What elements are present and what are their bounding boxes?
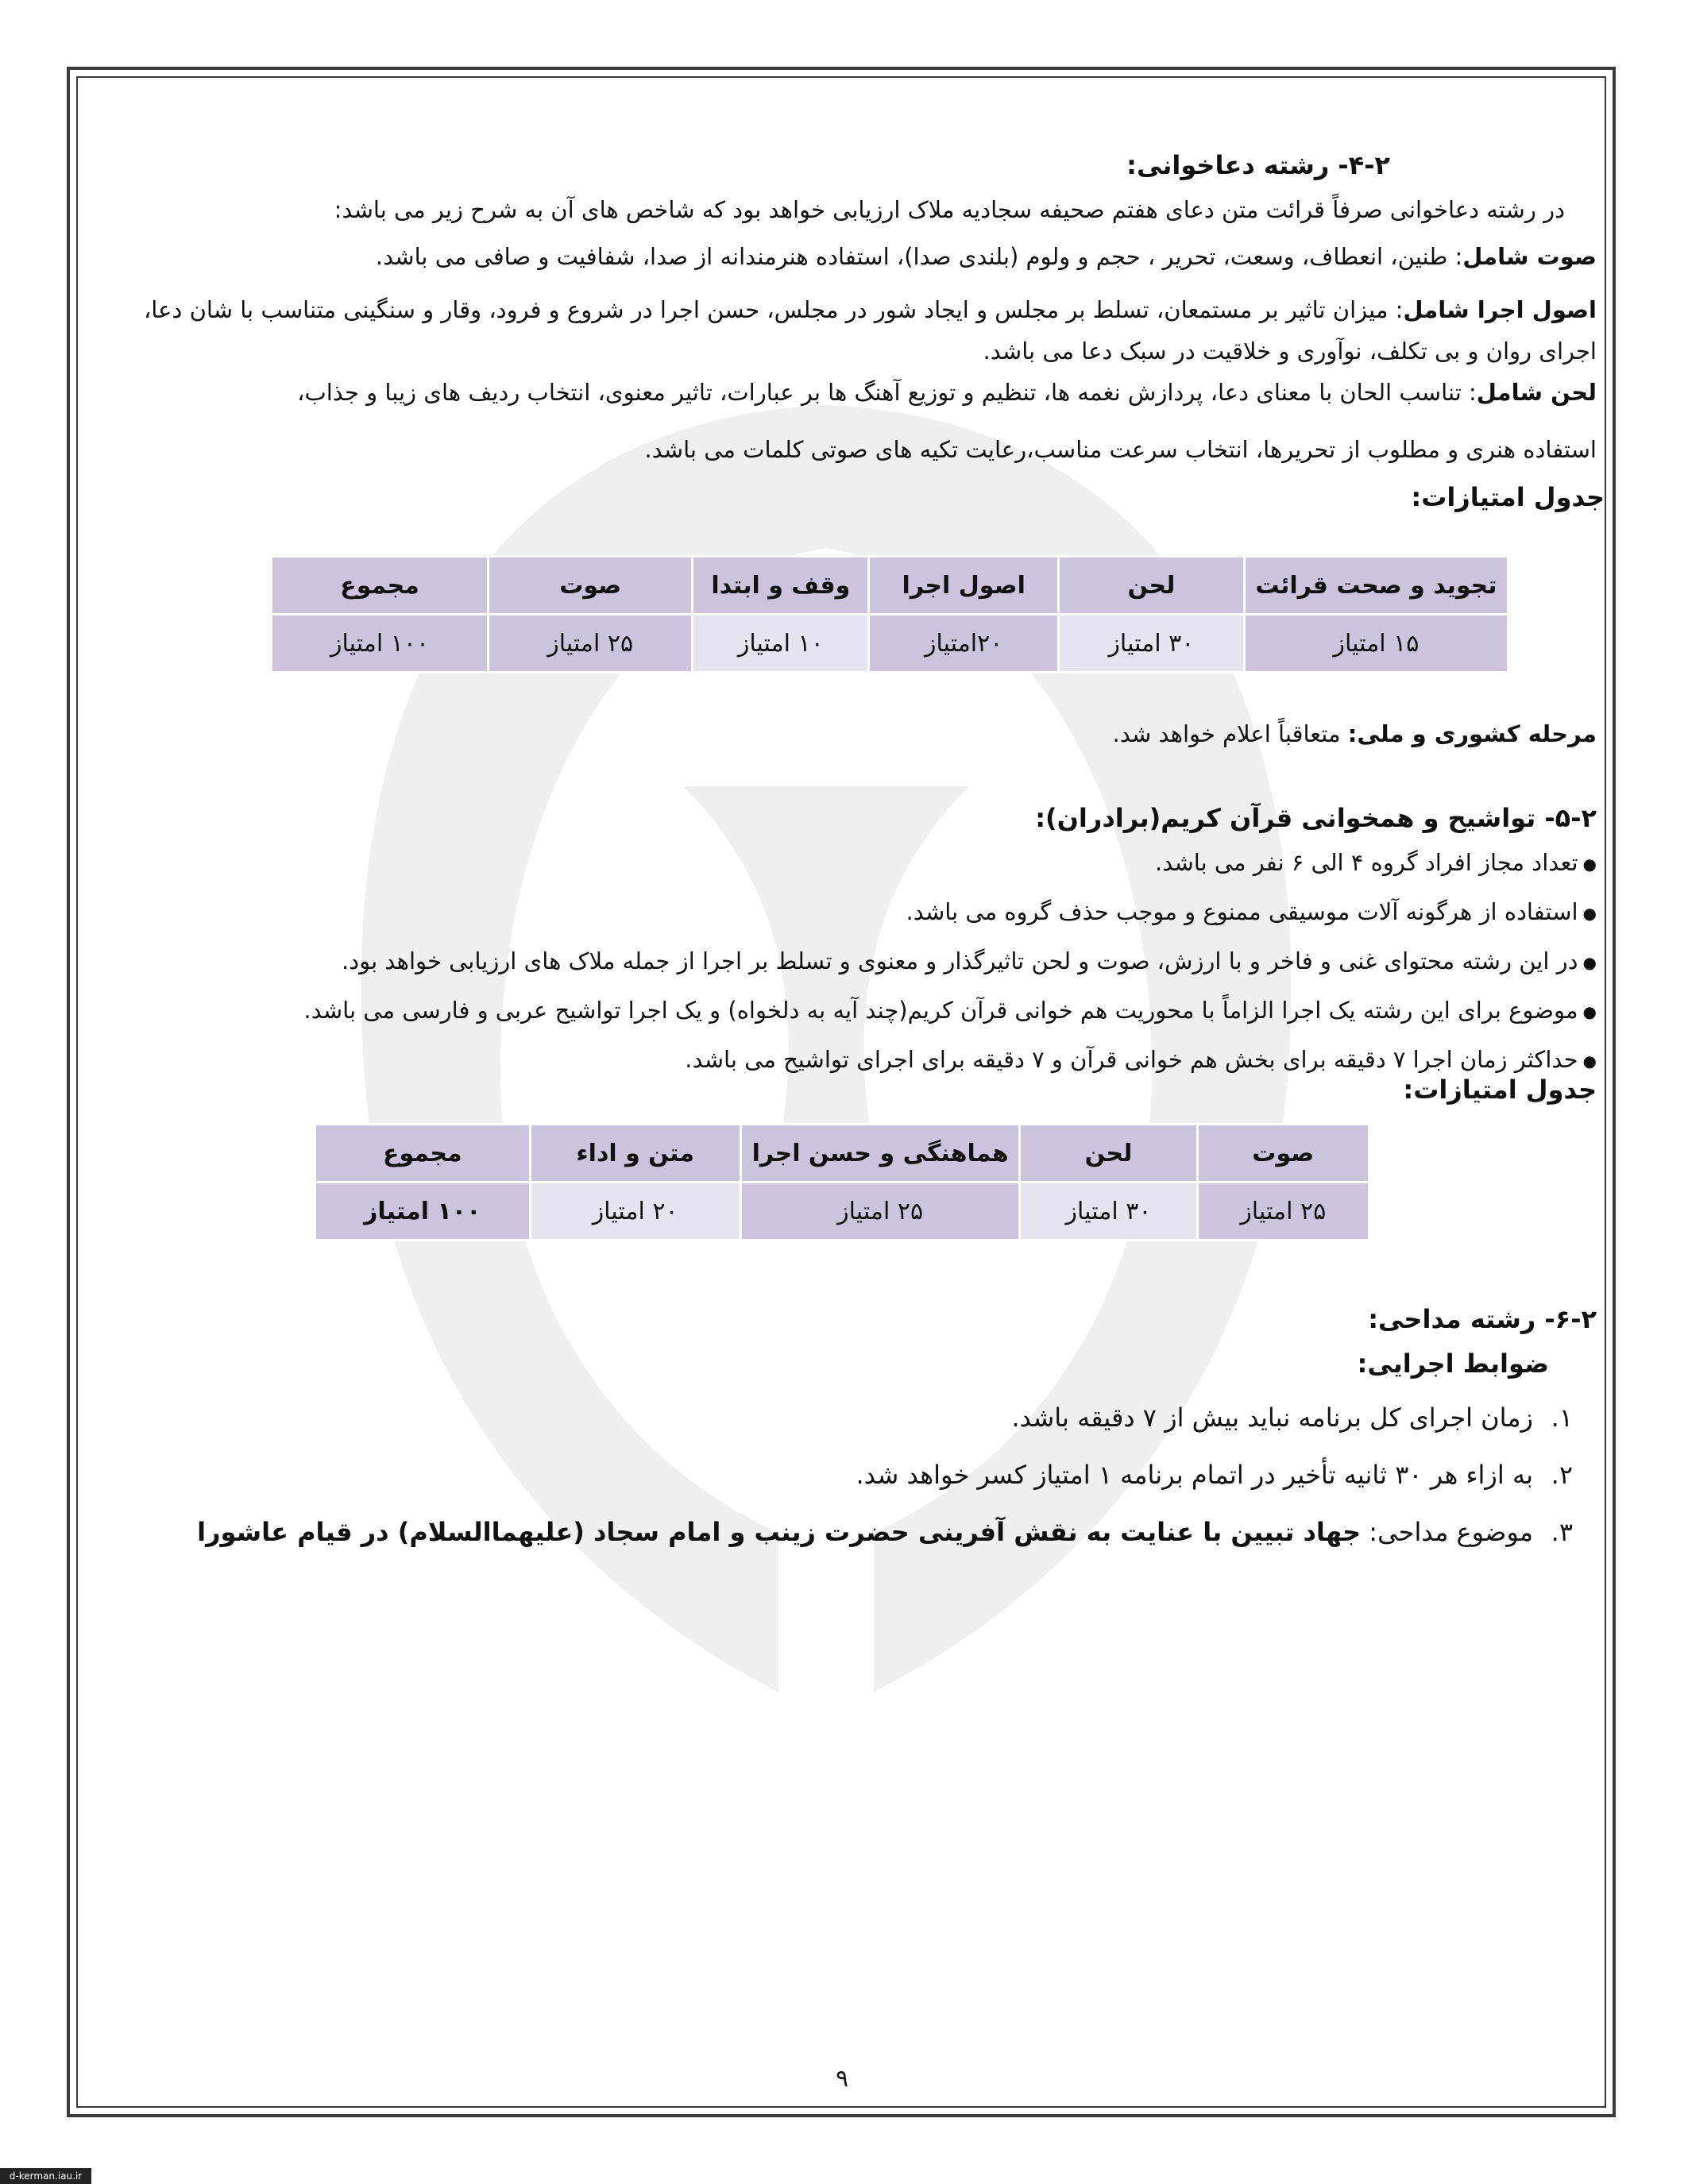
- table-2-title: جدول امتیازات:: [1403, 1075, 1597, 1105]
- table-header-cell: لحن: [1058, 557, 1244, 615]
- table-header-cell: مجموع: [315, 1125, 531, 1183]
- performance-label: اصول اجرا شامل: [1403, 296, 1597, 323]
- melody-label: لحن شامل: [1476, 379, 1597, 406]
- table-header-cell: اصول اجرا: [869, 557, 1059, 615]
- list-item: ● حداکثر زمان اجرا ۷ دقیقه برای بخش هم خوانی قرآن و ۷ دقیقه برای اجرای تواشیح می باشد.: [135, 1045, 1597, 1075]
- list-item: [135, 1516, 1573, 1548]
- section-6-subheading: ضوابط اجرایی:: [1357, 1349, 1549, 1379]
- table-header-cell: وقف و ابتدا: [693, 557, 869, 615]
- score-table-value-row: [272, 615, 1508, 673]
- item-number: ۳.: [1551, 1517, 1573, 1547]
- table-value-cell: ۳۰ امتیاز: [1058, 615, 1244, 673]
- national-label: مرحله کشوری و ملی:: [1347, 720, 1597, 747]
- section-5-rules: [135, 848, 1597, 1075]
- score-table-header-row: [315, 1125, 1369, 1183]
- table-value-cell: ۱۰۰ امتیاز: [315, 1183, 531, 1241]
- table-header-cell: متن و اداء: [530, 1125, 740, 1183]
- list-item: ● استفاده از هرگونه آلات موسیقی ممنوع و موجب حذف گروه می باشد.: [135, 897, 1597, 928]
- item-bold-text: جهاد تبیین با عنایت به نقش آفرینی حضرت زینب و امام سجاد (علیهماالسلام) در قیام عاشورا: [197, 1517, 1362, 1547]
- table-1-title: جدول امتیازات:: [1411, 482, 1605, 512]
- score-table-value-row: [315, 1183, 1369, 1241]
- list-item: ● تعداد مجاز افراد گروه ۴ الی ۶ نفر می باشد.: [135, 848, 1597, 878]
- national-stage: [135, 720, 1597, 748]
- table-header-cell: هماهنگی و حسن اجرا: [740, 1125, 1020, 1183]
- page-number: ۹: [835, 2065, 849, 2093]
- item-text: زمان اجرای کل برنامه نباید بیش از ۷ دقیقه باشد.: [1011, 1403, 1533, 1433]
- table-value-cell: ۲۵ امتیاز: [1197, 1183, 1369, 1241]
- list-item: ● در این رشته محتوای غنی و فاخر و با ارزش، صوت و لحن تاثیرگذار و معنوی و تسلط بر اجرا از جمله ملاک های ارزیابی خواهد بود.: [135, 947, 1597, 977]
- score-table-tawashih: [314, 1123, 1370, 1241]
- table-header-cell: لحن: [1020, 1125, 1197, 1183]
- site-tag: d-kerman.iau.ir: [0, 2168, 91, 2184]
- melody-text-1: : تناسب الحان با معنای دعا، پردازش نغمه ها، تنظیم و توزیع آهنگ ها بر عبارات، تاثیر معنوی، انتخاب ردیف های زیبا و جذاب،: [297, 379, 1477, 406]
- voice-criteria: [135, 242, 1597, 271]
- table-header-cell: صوت: [1197, 1125, 1369, 1183]
- table-header-cell: مجموع: [272, 557, 489, 615]
- table-value-cell: ۲۵ امتیاز: [489, 615, 693, 673]
- score-table-dua: [270, 555, 1509, 673]
- voice-label: صوت شامل: [1462, 243, 1597, 270]
- table-value-cell: ۲۰امتیاز: [869, 615, 1059, 673]
- item-text: موضوع مداحی:: [1361, 1517, 1533, 1547]
- list-item: [135, 1459, 1573, 1491]
- section-6-heading: ۶-۲- رشته مداحی:: [1368, 1304, 1597, 1334]
- table-value-cell: ۱۵ امتیاز: [1244, 615, 1508, 673]
- table-header-cell: صوت: [489, 557, 693, 615]
- table-value-cell: ۲۰ امتیاز: [530, 1183, 740, 1241]
- score-table-header-row: [272, 557, 1508, 615]
- table-value-cell: ۱۰ امتیاز: [693, 615, 869, 673]
- item-number: ۱.: [1551, 1403, 1573, 1433]
- melody-criteria-2: استفاده هنری و مطلوب از تحریرها، انتخاب سرعت مناسب،رعایت تکیه های صوتی کلمات می باشد.: [644, 436, 1597, 463]
- table-header-cell: تجوید و صحت قرائت: [1244, 557, 1508, 615]
- list-item: [135, 1402, 1573, 1433]
- item-text: به ازاء هر ۳۰ ثانیه تأخیر در اتمام برنامه ۱ امتیاز کسر خواهد شد.: [856, 1460, 1533, 1490]
- item-number: ۲.: [1551, 1460, 1573, 1490]
- table-value-cell: ۲۵ امتیاز: [740, 1183, 1020, 1241]
- list-item: ● موضوع برای این رشته یک اجرا الزاماً با محوریت هم خوانی قرآن کریم(چند آیه به دلخواه) و یک اجرا تواشیح عربی و فارسی می باشد.: [135, 996, 1597, 1026]
- table-value-cell: ۳۰ امتیاز: [1020, 1183, 1197, 1241]
- section-5-heading: ۵-۲- تواشیح و همخوانی قرآن کریم(برادران):: [1035, 803, 1597, 833]
- section-4-intro: در رشته دعاخوانی صرفاً قرائت متن دعای هفتم صحیفه سجادیه ملاک ارزیابی خواهد بود که شاخص های آن به شرح زیر می باشد:: [334, 196, 1565, 223]
- performance-criteria: [135, 289, 1597, 372]
- mahdahi-rules: [135, 1402, 1597, 1548]
- voice-text: : طنین، انعطاف، وسعت، تحریر ، حجم و ولوم (بلندی صدا)، استفاده هنرمندانه از صدا، شفافیت و صافی می باشد.: [375, 243, 1463, 270]
- melody-criteria-1: [135, 378, 1597, 407]
- table-value-cell: ۱۰۰ امتیاز: [272, 615, 489, 673]
- section-4-heading: ۴-۲- رشته دعاخوانی:: [1126, 150, 1390, 180]
- performance-text: : میزان تاثیر بر مستمعان، تسلط بر مجلس و ایجاد شور در مجلس، حسن اجرا در شروع و فرود، وقار و سنگینی متناسب با شان دعا، اجرای روان و بی تکلف، نوآوری و خلاقیت در سبک دعا می باشد.: [143, 296, 1597, 365]
- national-text: متعاقباً اعلام خواهد شد.: [1112, 720, 1348, 747]
